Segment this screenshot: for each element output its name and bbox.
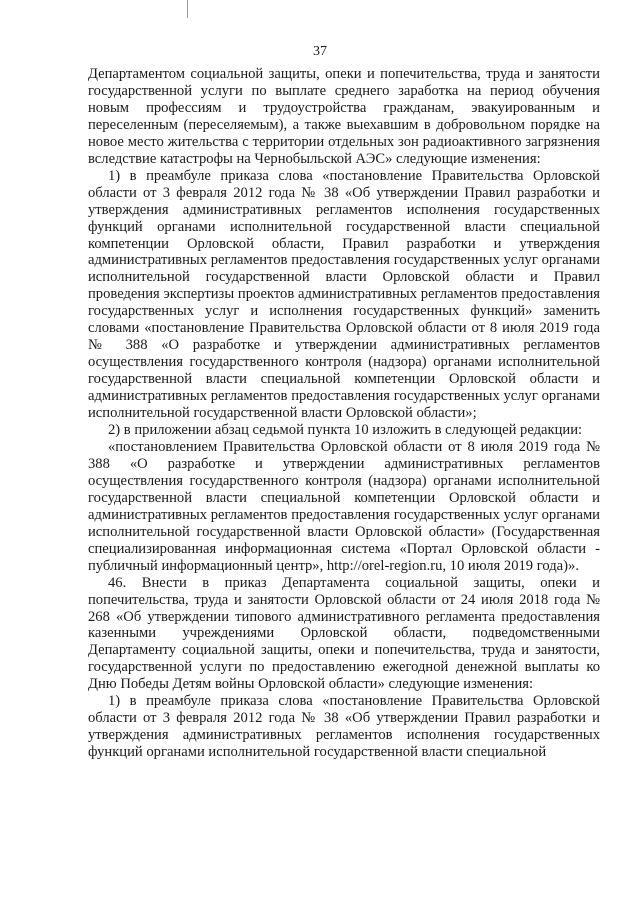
paragraph-appendix-amendment: 2) в приложении абзац седьмой пункта 10 изложить в следующей редакции:	[108, 422, 583, 439]
paragraph-intro-continuation: Департаментом социальной защиты, опеки и попечительства, труда и занятости государственной услуги по выплате среднего заработка на период обучения новым профессиям и трудоустройства гражданам, эвакуированным и переселенным (переселяемым), а также выехавшим в добровольном порядке на новое место жительства с территории отдельных зон радиоактивного загрязнения вследствие катастрофы на Чернобыльской АЭС» следующие изменения:	[88, 66, 600, 167]
paragraph-new-wording: «постановлением Правительства Орловской области от 8 июля 2019 года № 388 «О разработке и утверждении административных регламентов осуществления государственного контроля (надзора) органами исполнительной государственной власти специальной компетенции Орловской области и административных регламентов предоставления государственных услуг органами исполнительной государственной власти Орловской области» (Государственная специализированная информационная система «Портал Орловской области - публичный информационный центр», http://orel-region.ru, 10 июля 2019 года)».	[88, 438, 600, 574]
paragraph-preamble-amendment: 1) в преамбуле приказа слова «постановление Правительства Орловской области от 3 февраля 2012 года № 38 «Об утверждении Правил разработки и утверждения административных регламентов исполнения государственных функций органами исполнительной государственной власти специальной компетенции Орловской области, Правил разработки и утверждения административных регламентов предоставления государственных услуг органами исполнительной государственной власти Орловской области и Правил проведения экспертизы проектов административных регламентов предоставления государственных услуг и исполнения государственных функций» заменить словами «постановление Правительства Орловской области от 8 июля 2019 года № 388 «О разработке и утверждении административных регламентов осуществления государственного контроля (надзора) органами исполнительной государственной власти специальной компетенции Орловской области и административных регламентов предоставления государственных услуг органами исполнительной государственной власти Орловской области»;	[88, 167, 600, 422]
paragraph-item-46: 46. Внести в приказ Департамента социальной защиты, опеки и попечительства, труда и занятости Орловской области от 24 июля 2018 года № 268 «Об утверждении типового административного регламента предоставления казенными учреждениями Орловской области, подведомственными Департаменту социальной защиты, опеки и попечительства, труда и занятости, государственной услуги по предоставлению ежегодной денежной выплаты ко Дню Победы Детям войны Орловской области» следующие изменения:	[88, 574, 600, 693]
page-number: 37	[313, 44, 327, 59]
document-body	[88, 66, 600, 761]
scan-edge-mark	[187, 0, 188, 18]
paragraph-preamble-amendment-2: 1) в преамбуле приказа слова «постановление Правительства Орловской области от 3 февраля 2012 года № 38 «Об утверждении Правил разработки и утверждения административных регламентов исполнения государственных функций органами исполнительной государственной власти специальной	[88, 693, 600, 761]
